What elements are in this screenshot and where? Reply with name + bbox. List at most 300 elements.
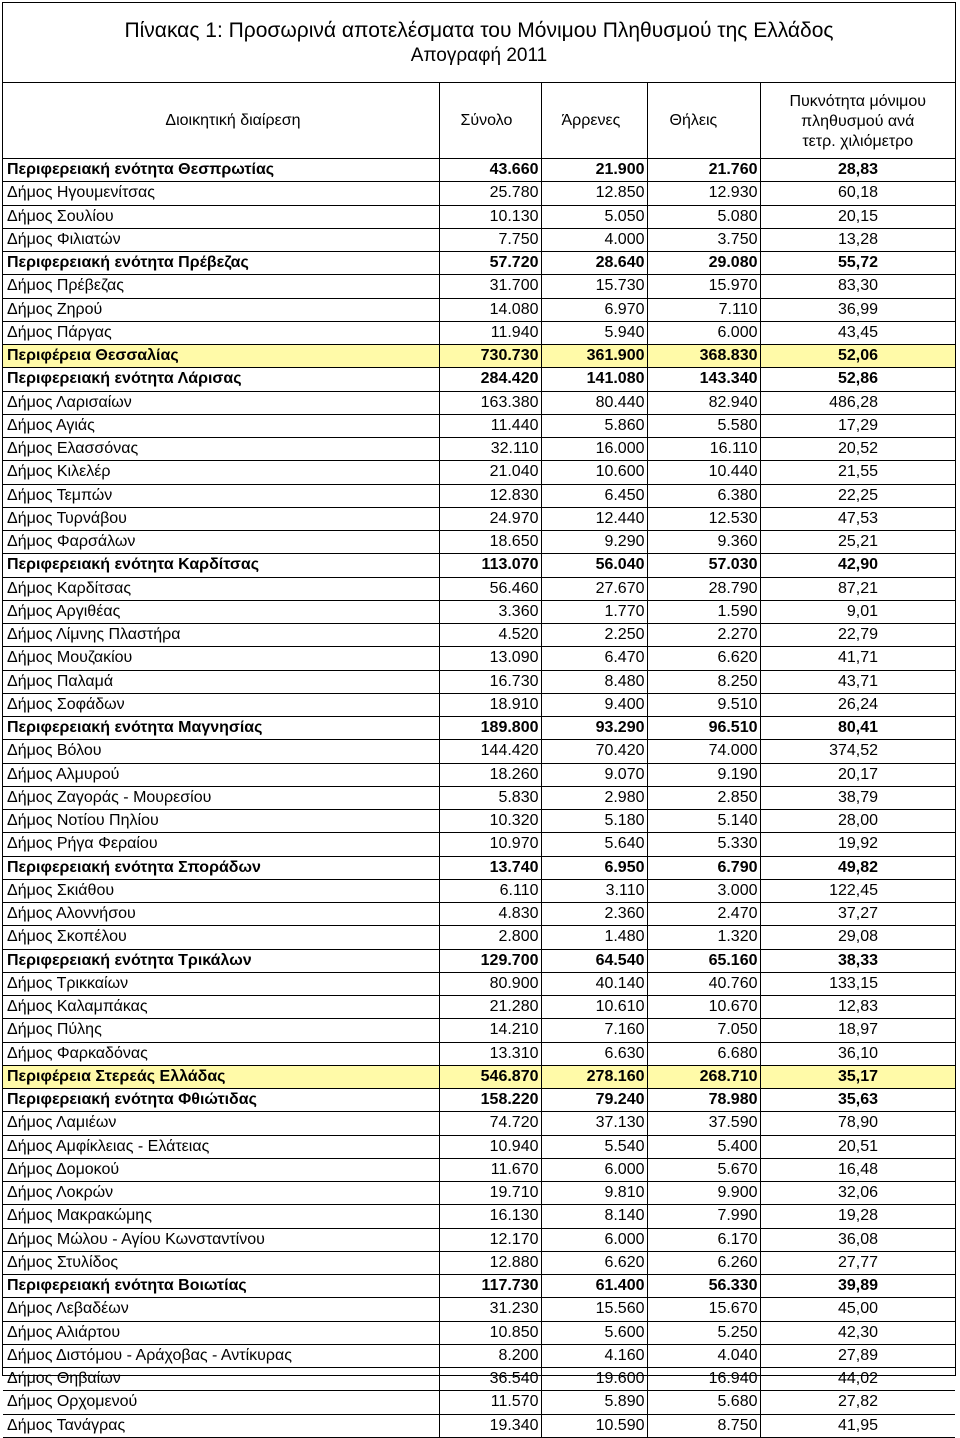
cell-total: 18.910 bbox=[439, 693, 541, 716]
cell-male: 19.600 bbox=[541, 1368, 647, 1391]
cell-total: 189.800 bbox=[439, 717, 541, 740]
cell-male: 1.480 bbox=[541, 926, 647, 949]
table-row bbox=[3, 461, 955, 484]
table-row bbox=[3, 1298, 955, 1321]
cell-density: 49,82 bbox=[760, 856, 955, 879]
cell-density: 39,89 bbox=[760, 1275, 955, 1298]
cell-name: Δήμος Ηγουμενίτσας bbox=[3, 182, 439, 205]
cell-female: 57.030 bbox=[647, 554, 760, 577]
cell-male: 6.470 bbox=[541, 647, 647, 670]
cell-density: 18,97 bbox=[760, 1019, 955, 1042]
cell-density: 87,21 bbox=[760, 577, 955, 600]
cell-total: 3.360 bbox=[439, 600, 541, 623]
cell-total: 16.130 bbox=[439, 1205, 541, 1228]
cell-male: 70.420 bbox=[541, 740, 647, 763]
cell-name: Δήμος Τεμπών bbox=[3, 484, 439, 507]
cell-total: 117.730 bbox=[439, 1275, 541, 1298]
cell-female: 29.080 bbox=[647, 252, 760, 275]
cell-density: 35,17 bbox=[760, 1065, 955, 1088]
cell-name: Δήμος Πρέβεζας bbox=[3, 275, 439, 298]
cell-male: 6.000 bbox=[541, 1228, 647, 1251]
cell-female: 2.850 bbox=[647, 786, 760, 809]
cell-male: 5.860 bbox=[541, 414, 647, 437]
cell-density: 36,99 bbox=[760, 298, 955, 321]
cell-total: 158.220 bbox=[439, 1089, 541, 1112]
header-female: Θήλεις bbox=[647, 83, 760, 159]
cell-name: Δήμος Λίμνης Πλαστήρα bbox=[3, 624, 439, 647]
cell-female: 28.790 bbox=[647, 577, 760, 600]
cell-total: 43.660 bbox=[439, 159, 541, 182]
cell-name: Δήμος Μώλου - Αγίου Κωνσταντίνου bbox=[3, 1228, 439, 1251]
table-row bbox=[3, 1112, 955, 1135]
cell-total: 730.730 bbox=[439, 345, 541, 368]
cell-name: Δήμος Σκιάθου bbox=[3, 879, 439, 902]
cell-female: 5.080 bbox=[647, 205, 760, 228]
cell-female: 10.670 bbox=[647, 996, 760, 1019]
cell-male: 6.950 bbox=[541, 856, 647, 879]
cell-density: 374,52 bbox=[760, 740, 955, 763]
cell-female: 56.330 bbox=[647, 1275, 760, 1298]
cell-density: 38,33 bbox=[760, 949, 955, 972]
table-row bbox=[3, 228, 955, 251]
cell-density: 20,52 bbox=[760, 438, 955, 461]
cell-male: 6.970 bbox=[541, 298, 647, 321]
cell-total: 10.320 bbox=[439, 810, 541, 833]
cell-name: Δήμος Σουλίου bbox=[3, 205, 439, 228]
cell-total: 57.720 bbox=[439, 252, 541, 275]
cell-female: 15.970 bbox=[647, 275, 760, 298]
cell-name: Δήμος Ζαγοράς - Μουρεσίου bbox=[3, 786, 439, 809]
cell-total: 6.110 bbox=[439, 879, 541, 902]
cell-name: Δήμος Φιλιατών bbox=[3, 228, 439, 251]
cell-name: Δήμος Βόλου bbox=[3, 740, 439, 763]
cell-name: Δήμος Σοφάδων bbox=[3, 693, 439, 716]
cell-total: 144.420 bbox=[439, 740, 541, 763]
cell-name: Δήμος Λαρισαίων bbox=[3, 391, 439, 414]
cell-female: 37.590 bbox=[647, 1112, 760, 1135]
cell-name: Δήμος Παλαμά bbox=[3, 670, 439, 693]
cell-male: 56.040 bbox=[541, 554, 647, 577]
cell-female: 6.000 bbox=[647, 321, 760, 344]
table-row bbox=[3, 833, 955, 856]
cell-female: 15.670 bbox=[647, 1298, 760, 1321]
cell-total: 11.440 bbox=[439, 414, 541, 437]
cell-female: 96.510 bbox=[647, 717, 760, 740]
title-block bbox=[3, 3, 955, 83]
header-row bbox=[3, 83, 955, 159]
cell-name: Δήμος Λοκρών bbox=[3, 1182, 439, 1205]
cell-male: 21.900 bbox=[541, 159, 647, 182]
table-row bbox=[3, 205, 955, 228]
cell-male: 141.080 bbox=[541, 368, 647, 391]
cell-male: 80.440 bbox=[541, 391, 647, 414]
cell-name: Δήμος Φαρσάλων bbox=[3, 531, 439, 554]
cell-female: 5.140 bbox=[647, 810, 760, 833]
cell-total: 31.700 bbox=[439, 275, 541, 298]
table-row bbox=[3, 786, 955, 809]
cell-female: 6.680 bbox=[647, 1042, 760, 1065]
header-density bbox=[760, 83, 955, 159]
cell-male: 12.440 bbox=[541, 507, 647, 530]
table-row bbox=[3, 1228, 955, 1251]
cell-total: 2.800 bbox=[439, 926, 541, 949]
cell-name: Περιφερειακή ενότητα Καρδίτσας bbox=[3, 554, 439, 577]
cell-name: Περιφερειακή ενότητα Φθιώτιδας bbox=[3, 1089, 439, 1112]
cell-density: 19,92 bbox=[760, 833, 955, 856]
cell-name: Περιφερειακή ενότητα Θεσπρωτίας bbox=[3, 159, 439, 182]
page-subtitle: Απογραφή 2011 bbox=[410, 45, 548, 66]
table-row bbox=[3, 321, 955, 344]
header-division: Διοικητική διαίρεση bbox=[3, 83, 439, 159]
cell-name: Δήμος Αμφίκλειας - Ελάτειας bbox=[3, 1135, 439, 1158]
cell-name: Δήμος Ελασσόνας bbox=[3, 438, 439, 461]
table-row bbox=[3, 1251, 955, 1274]
table-row bbox=[3, 577, 955, 600]
table-row bbox=[3, 693, 955, 716]
cell-name: Δήμος Λεβαδέων bbox=[3, 1298, 439, 1321]
table-row bbox=[3, 600, 955, 623]
cell-name: Δήμος Καρδίτσας bbox=[3, 577, 439, 600]
cell-total: 546.870 bbox=[439, 1065, 541, 1088]
cell-female: 12.930 bbox=[647, 182, 760, 205]
cell-name: Περιφερειακή ενότητα Μαγνησίας bbox=[3, 717, 439, 740]
cell-male: 79.240 bbox=[541, 1089, 647, 1112]
cell-male: 5.050 bbox=[541, 205, 647, 228]
cell-density: 36,08 bbox=[760, 1228, 955, 1251]
cell-name: Δήμος Αργιθέας bbox=[3, 600, 439, 623]
cell-total: 18.260 bbox=[439, 763, 541, 786]
cell-female: 6.260 bbox=[647, 1251, 760, 1274]
cell-male: 1.770 bbox=[541, 600, 647, 623]
cell-female: 1.320 bbox=[647, 926, 760, 949]
cell-female: 74.000 bbox=[647, 740, 760, 763]
table-row bbox=[3, 1089, 955, 1112]
cell-total: 74.720 bbox=[439, 1112, 541, 1135]
cell-total: 10.940 bbox=[439, 1135, 541, 1158]
cell-total: 163.380 bbox=[439, 391, 541, 414]
cell-male: 2.250 bbox=[541, 624, 647, 647]
cell-density: 35,63 bbox=[760, 1089, 955, 1112]
cell-total: 36.540 bbox=[439, 1368, 541, 1391]
cell-total: 16.730 bbox=[439, 670, 541, 693]
cell-name: Δήμος Τρικκαίων bbox=[3, 972, 439, 995]
page-title: Πίνακας 1: Προσωρινά αποτελέσματα του Μόνιμου Πληθυσμού της Ελλάδος bbox=[124, 19, 834, 42]
cell-total: 5.830 bbox=[439, 786, 541, 809]
cell-total: 13.090 bbox=[439, 647, 541, 670]
cell-male: 15.560 bbox=[541, 1298, 647, 1321]
table-row bbox=[3, 624, 955, 647]
cell-total: 12.170 bbox=[439, 1228, 541, 1251]
cell-name: Δήμος Τανάγρας bbox=[3, 1414, 439, 1437]
cell-density: 78,90 bbox=[760, 1112, 955, 1135]
cell-density: 27,77 bbox=[760, 1251, 955, 1274]
cell-male: 6.620 bbox=[541, 1251, 647, 1274]
cell-male: 12.850 bbox=[541, 182, 647, 205]
cell-name: Δήμος Αλμυρού bbox=[3, 763, 439, 786]
table-row bbox=[3, 531, 955, 554]
table-row bbox=[3, 298, 955, 321]
cell-density: 20,17 bbox=[760, 763, 955, 786]
header-density-line3: τετρ. χιλιόμετρο bbox=[802, 132, 914, 150]
cell-density: 45,00 bbox=[760, 1298, 955, 1321]
cell-name: Δήμος Πύλης bbox=[3, 1019, 439, 1042]
cell-density: 21,55 bbox=[760, 461, 955, 484]
cell-female: 10.440 bbox=[647, 461, 760, 484]
cell-male: 8.480 bbox=[541, 670, 647, 693]
cell-density: 486,28 bbox=[760, 391, 955, 414]
cell-female: 4.040 bbox=[647, 1344, 760, 1367]
cell-total: 284.420 bbox=[439, 368, 541, 391]
cell-density: 9,01 bbox=[760, 600, 955, 623]
table-row bbox=[3, 903, 955, 926]
cell-female: 16.110 bbox=[647, 438, 760, 461]
cell-density: 22,25 bbox=[760, 484, 955, 507]
table-row bbox=[3, 1414, 955, 1437]
header-density-line1: Πυκνότητα μόνιμου bbox=[789, 92, 927, 110]
cell-female: 9.360 bbox=[647, 531, 760, 554]
cell-female: 2.470 bbox=[647, 903, 760, 926]
cell-male: 10.610 bbox=[541, 996, 647, 1019]
cell-male: 61.400 bbox=[541, 1275, 647, 1298]
cell-female: 7.050 bbox=[647, 1019, 760, 1042]
table-row bbox=[3, 740, 955, 763]
cell-name: Δήμος Καλαμπάκας bbox=[3, 996, 439, 1019]
table-row bbox=[3, 879, 955, 902]
cell-female: 16.940 bbox=[647, 1368, 760, 1391]
cell-total: 11.940 bbox=[439, 321, 541, 344]
table-row bbox=[3, 391, 955, 414]
cell-female: 2.270 bbox=[647, 624, 760, 647]
table-row bbox=[3, 926, 955, 949]
cell-name: Δήμος Σκοπέλου bbox=[3, 926, 439, 949]
cell-density: 32,06 bbox=[760, 1182, 955, 1205]
cell-male: 15.730 bbox=[541, 275, 647, 298]
table-row bbox=[3, 507, 955, 530]
cell-density: 22,79 bbox=[760, 624, 955, 647]
cell-male: 40.140 bbox=[541, 972, 647, 995]
cell-density: 47,53 bbox=[760, 507, 955, 530]
table-row bbox=[3, 414, 955, 437]
cell-density: 52,06 bbox=[760, 345, 955, 368]
table-row bbox=[3, 1205, 955, 1228]
cell-female: 3.750 bbox=[647, 228, 760, 251]
cell-male: 6.630 bbox=[541, 1042, 647, 1065]
cell-female: 5.580 bbox=[647, 414, 760, 437]
cell-density: 41,95 bbox=[760, 1414, 955, 1437]
cell-name: Περιφερειακή ενότητα Λάρισας bbox=[3, 368, 439, 391]
cell-female: 268.710 bbox=[647, 1065, 760, 1088]
cell-male: 9.810 bbox=[541, 1182, 647, 1205]
cell-male: 37.130 bbox=[541, 1112, 647, 1135]
cell-male: 6.000 bbox=[541, 1158, 647, 1181]
cell-density: 20,51 bbox=[760, 1135, 955, 1158]
table-row bbox=[3, 438, 955, 461]
table-row bbox=[3, 1065, 955, 1088]
cell-density: 28,00 bbox=[760, 810, 955, 833]
cell-name: Περιφερειακή ενότητα Πρέβεζας bbox=[3, 252, 439, 275]
cell-density: 122,45 bbox=[760, 879, 955, 902]
cell-male: 10.600 bbox=[541, 461, 647, 484]
cell-name: Περιφερειακή ενότητα Τρικάλων bbox=[3, 949, 439, 972]
cell-total: 80.900 bbox=[439, 972, 541, 995]
cell-name: Δήμος Αλοννήσου bbox=[3, 903, 439, 926]
cell-male: 9.070 bbox=[541, 763, 647, 786]
cell-density: 37,27 bbox=[760, 903, 955, 926]
cell-name: Δήμος Αλιάρτου bbox=[3, 1321, 439, 1344]
cell-total: 32.110 bbox=[439, 438, 541, 461]
table-row bbox=[3, 717, 955, 740]
cell-female: 1.590 bbox=[647, 600, 760, 623]
cell-total: 21.040 bbox=[439, 461, 541, 484]
cell-density: 133,15 bbox=[760, 972, 955, 995]
cell-male: 93.290 bbox=[541, 717, 647, 740]
cell-male: 27.670 bbox=[541, 577, 647, 600]
cell-male: 3.110 bbox=[541, 879, 647, 902]
cell-male: 16.000 bbox=[541, 438, 647, 461]
cell-total: 8.200 bbox=[439, 1344, 541, 1367]
table-row bbox=[3, 368, 955, 391]
cell-female: 82.940 bbox=[647, 391, 760, 414]
table-row bbox=[3, 670, 955, 693]
table-row bbox=[3, 182, 955, 205]
cell-total: 18.650 bbox=[439, 531, 541, 554]
table-row bbox=[3, 1344, 955, 1367]
table-row bbox=[3, 1368, 955, 1391]
cell-total: 4.520 bbox=[439, 624, 541, 647]
cell-male: 5.600 bbox=[541, 1321, 647, 1344]
cell-total: 11.570 bbox=[439, 1391, 541, 1414]
cell-density: 12,83 bbox=[760, 996, 955, 1019]
table-row bbox=[3, 484, 955, 507]
cell-name: Δήμος Φαρκαδόνας bbox=[3, 1042, 439, 1065]
cell-name: Δήμος Διστόμου - Αράχοβας - Αντίκυρας bbox=[3, 1344, 439, 1367]
table-body bbox=[3, 159, 955, 1438]
cell-name: Δήμος Αγιάς bbox=[3, 414, 439, 437]
cell-density: 29,08 bbox=[760, 926, 955, 949]
cell-name: Περιφερειακή ενότητα Βοιωτίας bbox=[3, 1275, 439, 1298]
cell-female: 5.400 bbox=[647, 1135, 760, 1158]
cell-male: 2.980 bbox=[541, 786, 647, 809]
population-table-sheet bbox=[2, 2, 956, 1434]
table-row bbox=[3, 345, 955, 368]
table-row bbox=[3, 1135, 955, 1158]
cell-male: 6.450 bbox=[541, 484, 647, 507]
table-row bbox=[3, 1275, 955, 1298]
cell-density: 25,21 bbox=[760, 531, 955, 554]
cell-name: Δήμος Ζηρού bbox=[3, 298, 439, 321]
cell-name: Δήμος Κιλελέρ bbox=[3, 461, 439, 484]
cell-density: 42,90 bbox=[760, 554, 955, 577]
cell-total: 12.830 bbox=[439, 484, 541, 507]
cell-name: Δήμος Λαμιέων bbox=[3, 1112, 439, 1135]
table-header bbox=[3, 83, 955, 159]
cell-name: Περιφέρεια Στερεάς Ελλάδας bbox=[3, 1065, 439, 1088]
cell-total: 14.210 bbox=[439, 1019, 541, 1042]
cell-density: 83,30 bbox=[760, 275, 955, 298]
cell-male: 7.160 bbox=[541, 1019, 647, 1042]
cell-density: 20,15 bbox=[760, 205, 955, 228]
table-row bbox=[3, 996, 955, 1019]
cell-male: 5.540 bbox=[541, 1135, 647, 1158]
cell-total: 113.070 bbox=[439, 554, 541, 577]
cell-female: 12.530 bbox=[647, 507, 760, 530]
cell-male: 5.180 bbox=[541, 810, 647, 833]
cell-name: Δήμος Μουζακίου bbox=[3, 647, 439, 670]
header-density-line2: πληθυσμού ανά bbox=[801, 112, 915, 130]
cell-male: 5.890 bbox=[541, 1391, 647, 1414]
header-total: Σύνολο bbox=[439, 83, 541, 159]
cell-name: Περιφερειακή ενότητα Σποράδων bbox=[3, 856, 439, 879]
cell-female: 5.250 bbox=[647, 1321, 760, 1344]
table-row bbox=[3, 275, 955, 298]
cell-density: 28,83 bbox=[760, 159, 955, 182]
cell-name: Δήμος Μακρακώμης bbox=[3, 1205, 439, 1228]
cell-female: 6.620 bbox=[647, 647, 760, 670]
cell-female: 65.160 bbox=[647, 949, 760, 972]
cell-total: 14.080 bbox=[439, 298, 541, 321]
table-row bbox=[3, 810, 955, 833]
cell-name: Δήμος Στυλίδος bbox=[3, 1251, 439, 1274]
table-row bbox=[3, 1182, 955, 1205]
cell-density: 13,28 bbox=[760, 228, 955, 251]
cell-female: 6.170 bbox=[647, 1228, 760, 1251]
table-row bbox=[3, 1158, 955, 1181]
cell-total: 129.700 bbox=[439, 949, 541, 972]
cell-name: Δήμος Δομοκού bbox=[3, 1158, 439, 1181]
cell-name: Δήμος Νοτίου Πηλίου bbox=[3, 810, 439, 833]
cell-female: 9.900 bbox=[647, 1182, 760, 1205]
cell-male: 10.590 bbox=[541, 1414, 647, 1437]
cell-female: 9.190 bbox=[647, 763, 760, 786]
table-row bbox=[3, 1321, 955, 1344]
cell-name: Δήμος Ορχομενού bbox=[3, 1391, 439, 1414]
table-row bbox=[3, 1042, 955, 1065]
cell-name: Δήμος Ρήγα Φεραίου bbox=[3, 833, 439, 856]
cell-female: 143.340 bbox=[647, 368, 760, 391]
table-row bbox=[3, 949, 955, 972]
table-row bbox=[3, 1391, 955, 1414]
cell-total: 13.310 bbox=[439, 1042, 541, 1065]
cell-female: 5.680 bbox=[647, 1391, 760, 1414]
cell-female: 5.330 bbox=[647, 833, 760, 856]
cell-female: 7.110 bbox=[647, 298, 760, 321]
cell-male: 9.290 bbox=[541, 531, 647, 554]
cell-female: 21.760 bbox=[647, 159, 760, 182]
cell-density: 38,79 bbox=[760, 786, 955, 809]
cell-density: 52,86 bbox=[760, 368, 955, 391]
cell-female: 368.830 bbox=[647, 345, 760, 368]
cell-female: 9.510 bbox=[647, 693, 760, 716]
cell-male: 2.360 bbox=[541, 903, 647, 926]
cell-male: 278.160 bbox=[541, 1065, 647, 1088]
cell-female: 3.000 bbox=[647, 879, 760, 902]
cell-density: 42,30 bbox=[760, 1321, 955, 1344]
cell-female: 78.980 bbox=[647, 1089, 760, 1112]
cell-density: 60,18 bbox=[760, 182, 955, 205]
table-row bbox=[3, 1019, 955, 1042]
cell-total: 7.750 bbox=[439, 228, 541, 251]
table-row bbox=[3, 252, 955, 275]
cell-density: 27,89 bbox=[760, 1344, 955, 1367]
cell-name: Δήμος Θηβαίων bbox=[3, 1368, 439, 1391]
cell-density: 55,72 bbox=[760, 252, 955, 275]
cell-female: 7.990 bbox=[647, 1205, 760, 1228]
cell-density: 43,71 bbox=[760, 670, 955, 693]
cell-total: 4.830 bbox=[439, 903, 541, 926]
cell-total: 10.130 bbox=[439, 205, 541, 228]
cell-density: 80,41 bbox=[760, 717, 955, 740]
cell-name: Δήμος Πάργας bbox=[3, 321, 439, 344]
